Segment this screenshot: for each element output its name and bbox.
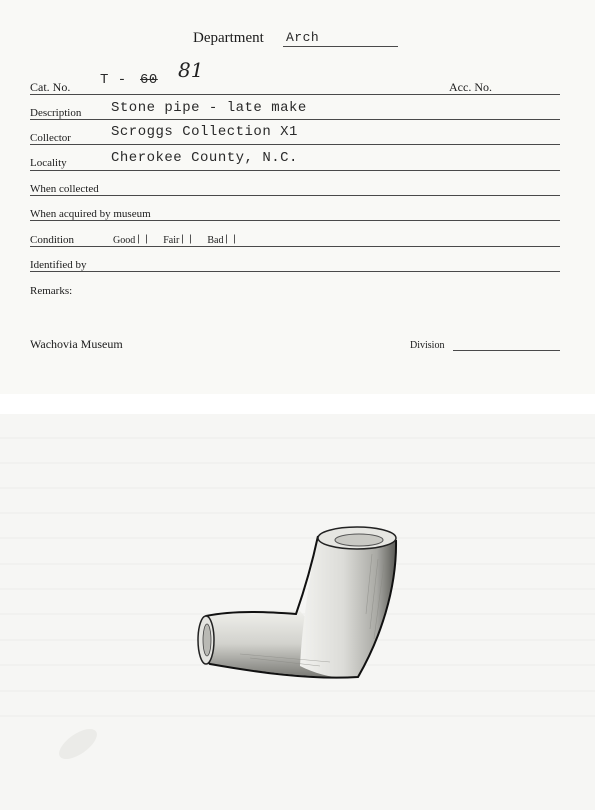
collector-value: Scroggs Collection X1 (111, 124, 298, 140)
condition-fair[interactable]: Fair (163, 235, 191, 246)
condition-good[interactable]: Good (113, 235, 147, 246)
catalog-card-back (0, 414, 595, 810)
division-label: Division (410, 340, 445, 351)
department-label: Department (193, 30, 264, 46)
when-acquired-line (30, 220, 560, 221)
cat-no-line (30, 94, 560, 95)
pipe-illustration (0, 414, 595, 810)
smudge-mark (54, 723, 102, 765)
cat-no-prefix: T - (100, 72, 127, 88)
stone-pipe-drawing (198, 527, 396, 678)
locality-value: Cherokee County, N.C. (111, 150, 298, 166)
checkbox-bad[interactable] (226, 234, 235, 244)
when-collected-label: When collected (30, 183, 99, 195)
catalog-card-front (0, 0, 595, 394)
acc-no-label: Acc. No. (449, 80, 492, 94)
department-value: Arch (286, 30, 320, 45)
locality-label: Locality (30, 157, 67, 169)
collector-label: Collector (30, 132, 71, 144)
condition-bad[interactable]: Bad (207, 235, 235, 246)
museum-name: Wachovia Museum (30, 337, 123, 351)
identified-by-label: Identified by (30, 259, 87, 271)
when-collected-line (30, 195, 560, 196)
division-line (453, 350, 560, 351)
department-line (283, 46, 398, 47)
description-label: Description (30, 107, 82, 119)
checkbox-fair[interactable] (182, 234, 191, 244)
cat-no-handwritten: 81 (178, 58, 204, 82)
locality-line (30, 170, 560, 171)
remarks-label: Remarks: (30, 285, 73, 297)
cat-no-label: Cat. No. (30, 80, 71, 94)
condition-label: Condition (30, 234, 75, 246)
identified-by-line (30, 271, 560, 272)
collector-line (30, 144, 560, 145)
when-acquired-label: When acquired by museum (30, 208, 151, 220)
checkbox-good[interactable] (138, 234, 147, 244)
cat-no-struck-number: 60 (140, 72, 158, 88)
description-line (30, 119, 560, 120)
description-value: Stone pipe - late make (111, 100, 307, 116)
condition-line (30, 246, 560, 247)
